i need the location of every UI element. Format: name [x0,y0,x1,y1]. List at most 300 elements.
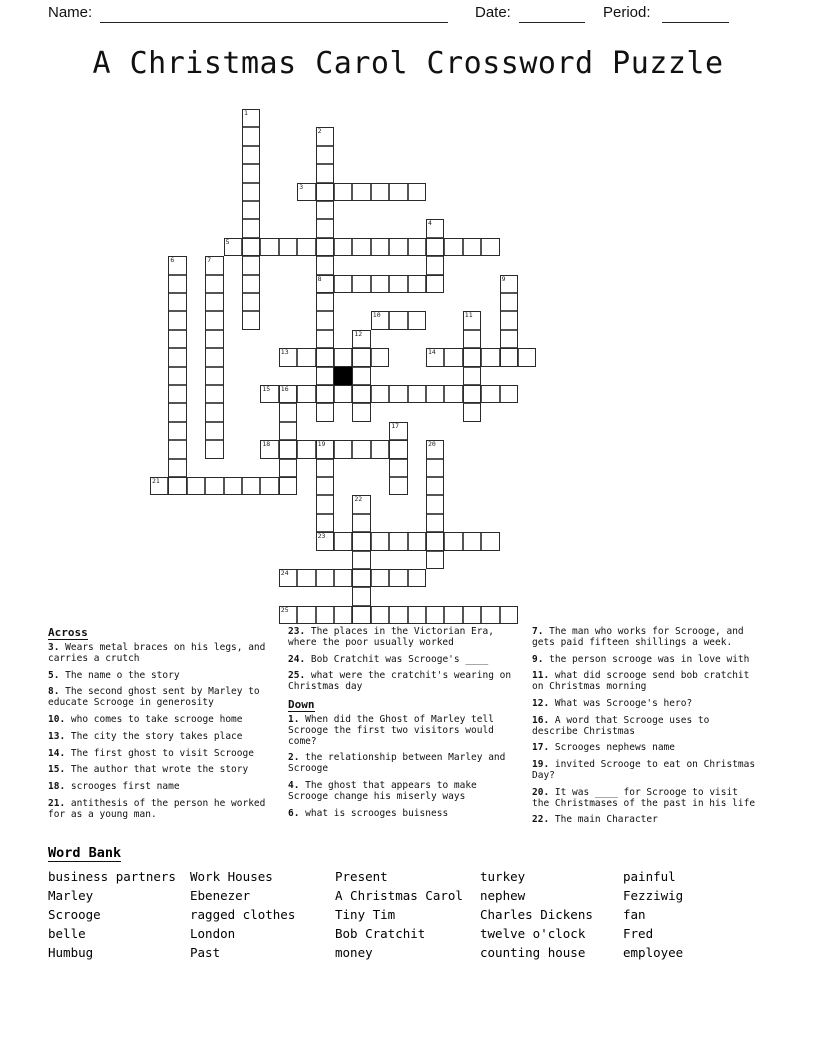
clue-number: 25. [288,670,306,682]
grid-cell[interactable] [316,385,334,403]
grid-cell[interactable] [316,293,334,311]
grid-cell[interactable] [168,348,186,366]
grid-cell[interactable] [426,606,444,624]
cell-number: 17 [391,421,400,430]
grid-cell[interactable] [205,256,223,274]
grid-cell[interactable] [426,275,444,293]
word-bank-item: Past [190,945,221,960]
date-label: Date: [475,4,511,21]
clue-item: 3. Wears metal braces on his legs, and carries a crutch [48,642,266,664]
grid-cell[interactable] [316,459,334,477]
grid-cell[interactable] [205,385,223,403]
clue-item: 11. what did scrooge send bob cratchit on Christmas morning [532,670,750,693]
grid-cell[interactable] [463,403,481,421]
grid-cell[interactable] [352,495,370,513]
word-bank-item: Bob Cratchit [335,926,426,941]
grid-cell[interactable] [316,256,334,274]
grid-cell[interactable] [316,127,334,145]
clue-item: 14. The first ghost to visit Scrooge [48,747,254,759]
grid-cell[interactable] [205,477,223,495]
clues-column-down [532,627,760,832]
grid-cell[interactable] [205,311,223,329]
grid-cell[interactable] [168,293,186,311]
grid-cell[interactable] [168,330,186,348]
grid-cell[interactable] [352,275,370,293]
grid-cell[interactable] [444,606,462,624]
grid-cell[interactable] [426,219,444,237]
grid-cell[interactable] [242,256,260,274]
cell-number: 10 [372,311,381,320]
clue-item: 24. Bob Cratchit was Scrooge's ____ [288,653,489,665]
cell-number: 5 [225,237,230,246]
grid-cell[interactable] [389,477,407,495]
grid-cell[interactable] [334,440,352,458]
word-bank-item: Fred [623,926,654,941]
clue-number: 5. [48,669,60,681]
cell-number: 20 [428,440,436,449]
word-bank-column [190,867,335,962]
grid-cell[interactable] [352,367,370,385]
page-title: A Christmas Carol Crossword Puzzle [92,46,724,81]
grid-cell[interactable] [389,183,407,201]
grid-cell[interactable] [242,183,260,201]
grid-cell[interactable] [334,275,352,293]
clue-item: 4. The ghost that appears to make Scrooge change his miserly ways [288,779,477,802]
clue-item: 19. invited Scrooge to eat on Christmas Day? [532,759,756,781]
grid-cell[interactable] [463,532,481,550]
clue-item: 6. what is scrooges buisness [288,807,449,819]
grid-cell[interactable] [463,330,481,348]
word-bank-section [48,842,788,962]
grid-cell[interactable] [168,459,186,477]
grid-cell[interactable] [352,551,370,569]
word-bank-item: Humbug [48,945,94,960]
grid-cell[interactable] [389,569,407,587]
grid-cell[interactable] [205,422,223,440]
grid-cell[interactable] [352,440,370,458]
grid-cell[interactable] [481,532,499,550]
grid-cell[interactable] [371,311,389,329]
grid-cell[interactable] [481,348,499,366]
cell-number: 18 [262,440,271,449]
grid-cell[interactable] [389,532,407,550]
grid-cell[interactable] [168,311,186,329]
grid-cell[interactable] [187,477,205,495]
grid-cell[interactable] [481,606,499,624]
cell-number: 16 [280,385,289,393]
grid-cell[interactable] [168,275,186,293]
cell-number: 7 [207,256,212,265]
grid-cell[interactable] [463,367,481,385]
grid-cell[interactable] [242,219,260,237]
grid-cell[interactable] [279,477,297,495]
grid-cell[interactable] [389,422,407,440]
grid-cell[interactable] [408,606,426,624]
grid-cell[interactable] [297,385,315,403]
grid-cell[interactable] [444,238,462,256]
grid-cell[interactable] [316,219,334,237]
grid-cell[interactable] [352,183,370,201]
clue-number: 15. [48,764,66,776]
grid-cell[interactable] [500,348,518,366]
grid-cell[interactable] [352,587,370,605]
word-bank-item: painful [623,869,676,884]
grid-cell[interactable] [316,606,334,624]
clue-number: 16. [532,714,550,726]
grid-cell[interactable] [242,275,260,293]
cell-number: 12 [354,329,363,338]
grid-cell[interactable] [444,532,462,550]
clue-item: 10. who comes to take scrooge home [48,713,243,725]
period-label: Period: [603,4,651,21]
grid-cell[interactable] [408,275,426,293]
grid-cell[interactable] [205,440,223,458]
grid-cell[interactable] [279,459,297,477]
grid-cell[interactable] [316,183,334,201]
cell-number: 8 [317,274,322,283]
clue-number: 3. [48,642,60,653]
grid-cell[interactable] [205,275,223,293]
clue-item: 16. A word that Scrooge uses to describe Christmas [532,714,710,737]
grid-cell[interactable] [444,385,462,403]
clue-number: 17. [532,742,550,754]
grid-cell[interactable] [426,440,444,458]
word-bank-item: Marley [48,888,94,903]
cell-number: 2 [317,127,322,136]
grid-cell[interactable] [316,311,334,329]
word-bank-item: money [335,945,373,960]
cell-number: 6 [170,256,175,265]
grid-cell[interactable] [444,348,462,366]
clue-number: 22. [532,814,550,826]
grid-cell[interactable] [371,348,389,366]
grid-cell[interactable] [297,238,315,256]
clue-number: 4. [288,779,300,791]
grid-cell[interactable] [408,569,426,587]
grid-cell[interactable] [371,440,389,458]
clue-number: 14. [48,747,66,759]
grid-cell[interactable] [500,293,518,311]
cell-number: 13 [280,348,289,357]
grid-cell[interactable] [352,348,370,366]
grid-cell[interactable] [205,367,223,385]
clue-number: 19. [532,759,550,771]
cell-number: 14 [428,348,436,357]
cell-number: 3 [299,182,304,191]
cell-number: 19 [317,440,326,449]
grid-cell[interactable] [389,459,407,477]
clue-number: 9. [532,653,544,665]
cell-number: 24 [280,569,289,577]
clue-number: 6. [288,807,300,819]
grid-cell[interactable] [352,514,370,532]
clue-item: 5. The name o the story [48,669,180,681]
grid-cell[interactable] [426,514,444,532]
cell-number: 11 [464,311,473,320]
grid-cell[interactable] [242,293,260,311]
grid-cell[interactable] [334,532,352,550]
grid-cell[interactable] [389,275,407,293]
clue-item: 9. the person scrooge was in love with [532,653,750,665]
grid-cell[interactable] [279,385,297,403]
grid-cell[interactable] [260,385,278,403]
grid-cell[interactable] [205,293,223,311]
grid-cell[interactable] [297,440,315,458]
clue-item: 18. scrooges first name [48,781,180,793]
grid-cell[interactable] [279,569,297,587]
word-bank-item: fan [623,907,646,922]
word-bank-list [48,867,788,962]
grid-cell[interactable] [426,459,444,477]
word-bank-column [623,867,743,962]
grid-cell[interactable] [389,385,407,403]
name-label: Name: [48,4,93,21]
grid-cell[interactable] [316,146,334,164]
grid-cell[interactable] [371,385,389,403]
word-bank-item: employee [623,945,684,960]
grid-cell[interactable] [352,238,370,256]
word-bank-item: Charles Dickens [480,907,593,922]
grid-cell[interactable] [371,183,389,201]
grid-cell[interactable] [334,238,352,256]
grid-cell[interactable] [352,403,370,421]
cell-number: 9 [501,274,506,283]
clue-item: 12. What was Scrooge's hero? [532,697,693,709]
word-bank-column [335,867,480,962]
grid-cell[interactable] [463,385,481,403]
grid-cell[interactable] [316,440,334,458]
clue-number: 2. [288,752,300,764]
grid-cell[interactable] [316,367,334,385]
word-bank-item: A Christmas Carol [335,888,463,903]
grid-cell[interactable] [242,109,260,127]
clue-number: 20. [532,786,550,798]
grid-cell[interactable] [334,606,352,624]
grid-cell[interactable] [316,495,334,513]
grid-cell[interactable] [316,403,334,421]
grid-cell[interactable] [463,348,481,366]
grid-cell[interactable] [316,238,334,256]
clue-number: 23. [288,626,306,637]
grid-cell[interactable] [168,367,186,385]
grid-cell[interactable] [242,477,260,495]
name-blank-line[interactable] [100,22,448,23]
word-bank-item: Present [335,869,388,884]
grid-cell[interactable] [371,238,389,256]
grid-cell[interactable] [500,606,518,624]
clue-number: 7. [532,626,544,637]
grid-cell[interactable] [334,569,352,587]
grid-cell[interactable] [279,238,297,256]
clue-number: 1. [288,713,300,725]
word-bank-item: nephew [480,888,526,903]
grid-cell[interactable] [371,275,389,293]
cell-number: 21 [152,477,160,485]
clue-item: 21. antithesis of the person he worked for as a young man. [48,797,266,820]
clue-number: 13. [48,730,66,742]
across-heading: Across [48,626,88,639]
clue-item: 2. the relationship between Marley and Scrooge [288,752,506,775]
word-bank-item: London [190,926,236,941]
clues-column-across [48,627,276,827]
clue-item: 7. The man who works for Scrooge, and gets paid fifteen shillings a week. [532,626,744,648]
clue-number: 10. [48,713,66,725]
clue-number: 12. [532,697,550,709]
grid-cell[interactable] [242,311,260,329]
grid-cell[interactable] [279,403,297,421]
grid-cell[interactable] [352,330,370,348]
grid-cell[interactable] [352,532,370,550]
clue-number: 11. [532,670,550,682]
grid-cell[interactable] [279,422,297,440]
grid-cell[interactable] [481,238,499,256]
clue-number: 8. [48,686,60,698]
grid-cell[interactable] [316,477,334,495]
grid-cell[interactable] [426,256,444,274]
clue-item: 13. The city the story takes place [48,730,243,742]
word-bank-column [48,867,190,962]
grid-cell[interactable] [463,311,481,329]
word-bank-item: business partners [48,869,176,884]
grid-cell[interactable] [500,311,518,329]
grid-cell[interactable] [168,385,186,403]
clue-item: 8. The second ghost sent by Marley to educate Scrooge in generosity [48,686,260,709]
clue-item: 17. Scrooges nephews name [532,742,676,754]
grid-cell[interactable] [279,606,297,624]
grid-cell[interactable] [334,385,352,403]
grid-cell[interactable] [242,127,260,145]
grid-cell[interactable] [426,495,444,513]
grid-cell[interactable] [352,385,370,403]
cell-number: 15 [262,385,271,393]
word-bank-item: twelve o'clock [480,926,586,941]
grid-cell[interactable] [500,330,518,348]
grid-cell[interactable] [168,256,186,274]
grid-cell[interactable] [242,201,260,219]
grid-cell[interactable] [316,532,334,550]
word-bank-column [480,867,623,962]
grid-cell[interactable] [242,164,260,182]
word-bank-item: counting house [480,945,586,960]
grid-cell[interactable] [389,606,407,624]
grid-cell[interactable] [371,606,389,624]
grid-cell[interactable] [426,348,444,366]
grid-cell[interactable] [408,238,426,256]
word-bank-item: Scrooge [48,907,101,922]
grid-cell[interactable] [316,275,334,293]
cell-number: 23 [317,532,326,541]
word-bank-item: Fezziwig [623,888,684,903]
clue-item: 1. When did the Ghost of Marley tell Scrooge the first two visitors would come? [288,713,494,747]
grid-cell[interactable] [242,238,260,256]
grid-cell[interactable] [518,348,536,366]
grid-cell[interactable] [316,201,334,219]
grid-cell[interactable] [408,183,426,201]
grid-cell[interactable] [408,311,426,329]
grid-cell[interactable] [297,183,315,201]
grid-cell[interactable] [205,348,223,366]
grid-cell[interactable] [463,606,481,624]
grid-cell[interactable] [260,440,278,458]
grid-cell[interactable] [426,477,444,495]
grid-cell[interactable] [500,385,518,403]
grid-cell[interactable] [316,164,334,182]
grid-cell[interactable] [371,569,389,587]
grid-cell[interactable] [481,385,499,403]
word-bank-item: turkey [480,869,526,884]
grid-cell[interactable] [205,403,223,421]
word-bank-item: Tiny Tim [335,907,396,922]
grid-cell[interactable] [260,238,278,256]
grid-cell[interactable] [168,477,186,495]
grid-cell[interactable] [352,569,370,587]
cell-number: 22 [354,495,363,504]
blocked-cell [334,367,352,385]
grid-cell[interactable] [389,238,407,256]
grid-cell[interactable] [334,183,352,201]
grid-cell[interactable] [168,403,186,421]
clue-number: 21. [48,797,66,809]
grid-cell[interactable] [408,532,426,550]
cell-number: 4 [428,219,432,228]
clue-item: 20. It was ____ for Scrooge to visit the Christmases of the past in his life [532,786,756,809]
grid-cell[interactable] [205,330,223,348]
down-heading: Down [288,697,315,711]
cell-number: 25 [280,605,289,614]
grid-cell[interactable] [297,348,315,366]
grid-cell[interactable] [426,551,444,569]
grid-cell[interactable] [426,385,444,403]
clue-number: 18. [48,781,66,793]
grid-cell[interactable] [389,440,407,458]
grid-cell[interactable] [426,532,444,550]
grid-cell[interactable] [168,440,186,458]
grid-cell[interactable] [500,275,518,293]
clue-item: 25. what were the cratchit's wearing on Christmas day [288,670,512,693]
grid-cell[interactable] [168,422,186,440]
word-bank-item: belle [48,926,86,941]
clues-column-middle [288,627,516,825]
grid-cell[interactable] [352,606,370,624]
grid-cell[interactable] [242,146,260,164]
grid-cell[interactable] [297,569,315,587]
word-bank-heading: Word Bank [48,845,122,861]
grid-cell[interactable] [297,606,315,624]
clue-item: 15. The author that wrote the story [48,764,249,776]
grid-cell[interactable] [150,477,168,495]
grid-cell[interactable] [279,440,297,458]
grid-cell[interactable] [224,477,242,495]
period-blank-line[interactable] [662,22,729,23]
grid-cell[interactable] [408,385,426,403]
grid-cell[interactable] [426,238,444,256]
grid-cell[interactable] [224,238,242,256]
grid-cell[interactable] [316,348,334,366]
grid-cell[interactable] [463,238,481,256]
grid-cell[interactable] [279,348,297,366]
grid-cell[interactable] [316,514,334,532]
grid-cell[interactable] [316,330,334,348]
grid-cell[interactable] [260,477,278,495]
grid-cell[interactable] [371,532,389,550]
grid-cell[interactable] [389,311,407,329]
grid-cell[interactable] [316,569,334,587]
clue-item: 23. The places in the Victorian Era, where the poor usually worked [288,626,494,648]
grid-cell[interactable] [334,348,352,366]
date-blank-line[interactable] [519,22,585,23]
word-bank-item: ragged clothes [190,907,296,922]
word-bank-item: Work Houses [190,869,273,884]
